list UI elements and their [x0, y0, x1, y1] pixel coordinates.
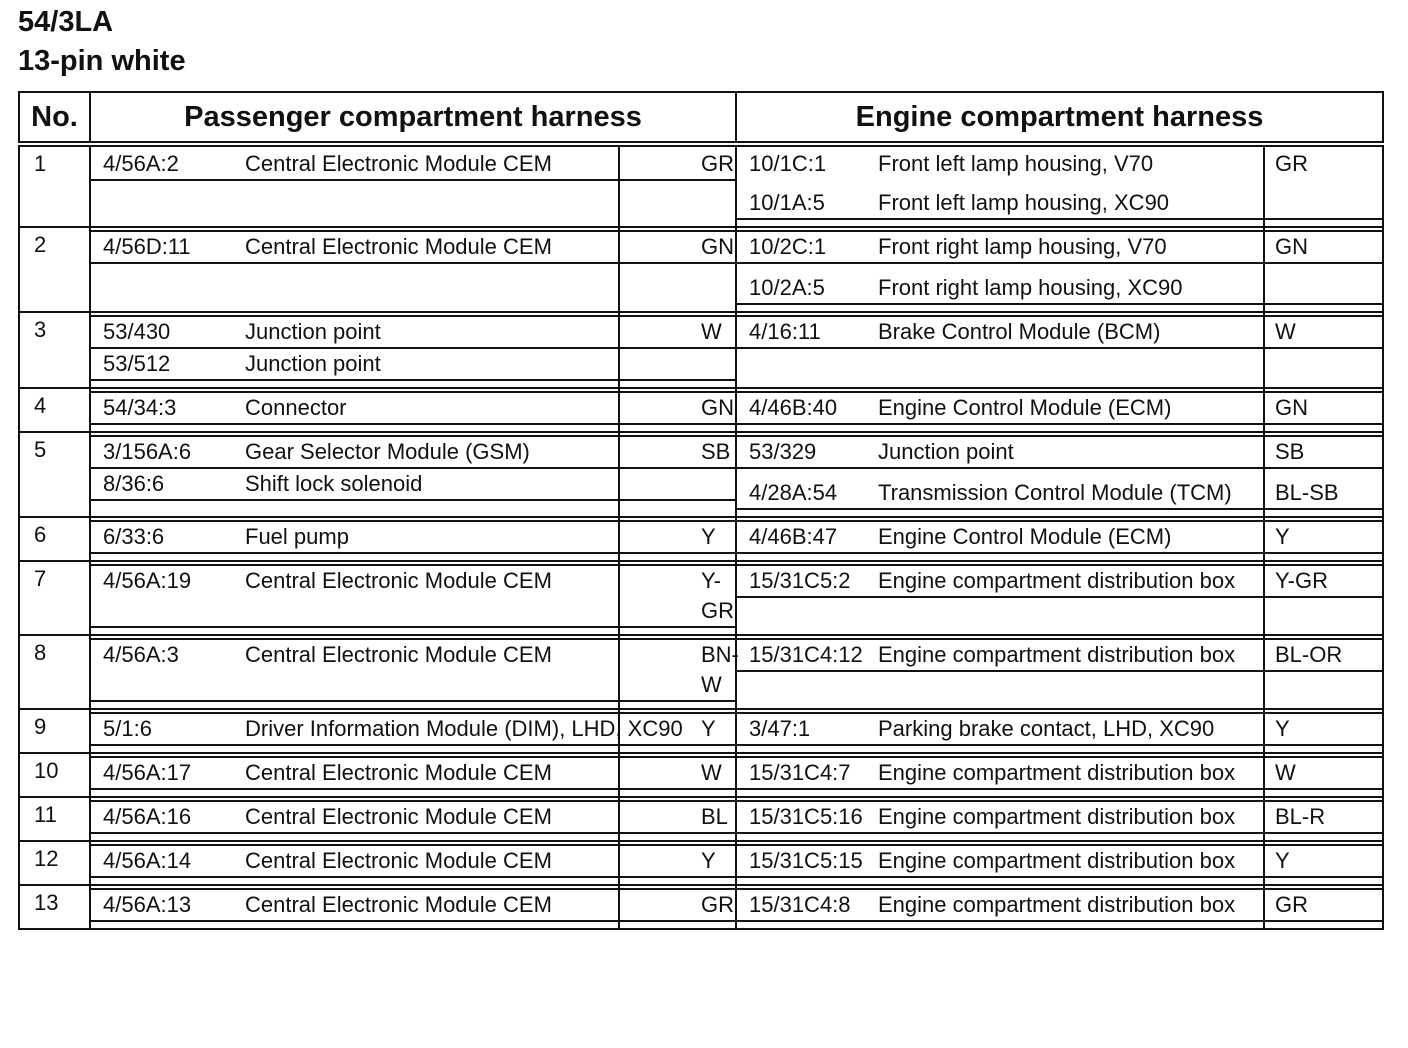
harness-entry — [91, 889, 737, 921]
wire-color: W — [689, 757, 737, 789]
connector-code: 5/1:6 — [91, 713, 245, 745]
component-description: Connector — [245, 392, 689, 424]
connector-code: 4/46B:40 — [737, 392, 878, 424]
wire-color: W — [1263, 757, 1384, 789]
pin-number-text: 3 — [34, 317, 47, 342]
harness-entry — [737, 468, 1384, 509]
color-column-divider — [1263, 636, 1265, 708]
component-description: Junction point — [878, 436, 1263, 468]
table-row — [19, 388, 1383, 432]
engine-harness-cell — [736, 432, 1383, 517]
color-column-divider — [1263, 228, 1265, 311]
wire-color: GN — [1263, 392, 1384, 424]
wire-color — [1263, 263, 1384, 304]
connector-code: 4/56A:16 — [91, 801, 245, 833]
wire-color: GR — [689, 889, 737, 921]
harness-entry — [91, 757, 737, 789]
connector-code: 10/1A:5 — [737, 179, 878, 219]
pin-number — [19, 635, 90, 709]
color-column-divider — [618, 754, 620, 796]
wire-color: Y — [1263, 521, 1384, 553]
connector-code: 15/31C5:2 — [737, 565, 878, 597]
color-column-divider — [618, 636, 620, 708]
color-column-divider — [1263, 313, 1265, 387]
component-description: Gear Selector Module (GSM) — [245, 436, 689, 468]
pin-number-text: 8 — [34, 640, 47, 665]
pin-number — [19, 432, 90, 517]
table-body — [19, 144, 1383, 929]
wire-color — [689, 468, 737, 500]
connector-code: 15/31C5:15 — [737, 845, 878, 877]
color-column-divider — [618, 798, 620, 840]
wire-color: Y — [1263, 845, 1384, 877]
wire-color: BL-OR — [1263, 639, 1384, 671]
harness-entry — [91, 231, 737, 263]
connector-code: 4/56A:2 — [91, 149, 245, 180]
harness-entry — [737, 179, 1384, 219]
component-description: Engine Control Module (ECM) — [878, 521, 1263, 553]
wire-color: Y — [1263, 713, 1384, 745]
connector-code: 3/47:1 — [737, 713, 878, 745]
pin-number — [19, 312, 90, 388]
pin-number-text: 10 — [34, 758, 59, 783]
color-column-divider — [1263, 433, 1265, 516]
table-row — [19, 885, 1383, 929]
connector-code: 15/31C4:12 — [737, 639, 878, 671]
color-column-divider — [618, 842, 620, 884]
component-description: Engine compartment distribution box — [878, 889, 1263, 921]
wire-color: BL-R — [1263, 801, 1384, 833]
color-column-divider — [1263, 798, 1265, 840]
color-column-divider — [1263, 562, 1265, 634]
connector-code: 53/512 — [91, 348, 245, 380]
harness-entry — [737, 263, 1384, 304]
pin-number-text: 13 — [34, 890, 59, 915]
connector-description: 13-pin white — [18, 45, 186, 77]
component-description: Central Electronic Module CEM — [245, 639, 689, 701]
harness-entry — [91, 468, 737, 500]
pin-number — [19, 388, 90, 432]
engine-harness-cell — [736, 753, 1383, 797]
pin-number — [19, 797, 90, 841]
harness-entry — [737, 889, 1384, 921]
passenger-harness-cell — [90, 517, 736, 561]
component-description: Engine Control Module (ECM) — [878, 392, 1263, 424]
component-description: Central Electronic Module CEM — [245, 565, 689, 627]
wire-color: SB — [689, 436, 737, 468]
harness-entry — [737, 713, 1384, 745]
passenger-harness-cell — [90, 312, 736, 388]
table-row — [19, 144, 1383, 227]
passenger-harness-cell — [90, 797, 736, 841]
component-description: Central Electronic Module CEM — [245, 845, 689, 877]
component-description: Engine compartment distribution box — [878, 757, 1263, 789]
component-description: Junction point — [245, 316, 689, 348]
component-description: Driver Information Module (DIM), LHD, XC90 — [245, 713, 689, 745]
connector-code: 4/56A:17 — [91, 757, 245, 789]
pin-table — [18, 91, 1384, 930]
connector-code: 8/36:6 — [91, 468, 245, 500]
engine-harness-cell — [736, 709, 1383, 753]
harness-entry — [91, 801, 737, 833]
passenger-harness-cell — [90, 432, 736, 517]
wire-color: SB — [1263, 436, 1384, 468]
engine-harness-cell — [736, 312, 1383, 388]
connector-code: 4/56A:13 — [91, 889, 245, 921]
passenger-harness-cell — [90, 144, 736, 227]
table-row — [19, 227, 1383, 312]
component-description: Engine compartment distribution box — [878, 845, 1263, 877]
harness-entry — [737, 521, 1384, 553]
component-description: Front right lamp housing, XC90 — [878, 263, 1263, 304]
color-column-divider — [618, 518, 620, 560]
col-header-engine: Engine compartment harness — [736, 92, 1383, 144]
engine-harness-cell — [736, 144, 1383, 227]
passenger-harness-cell — [90, 709, 736, 753]
table-row — [19, 517, 1383, 561]
color-column-divider — [618, 147, 620, 226]
color-column-divider — [1263, 518, 1265, 560]
passenger-harness-cell — [90, 227, 736, 312]
harness-entry — [91, 521, 737, 553]
pin-number-text: 5 — [34, 437, 47, 462]
component-description: Engine compartment distribution box — [878, 801, 1263, 833]
harness-entry — [91, 845, 737, 877]
wire-color: Y — [689, 713, 737, 745]
pin-number-text: 4 — [34, 393, 47, 418]
component-description: Central Electronic Module CEM — [245, 889, 689, 921]
component-description: Fuel pump — [245, 521, 689, 553]
component-description: Central Electronic Module CEM — [245, 149, 689, 180]
passenger-harness-cell — [90, 885, 736, 929]
color-column-divider — [618, 886, 620, 928]
pin-number — [19, 753, 90, 797]
passenger-harness-cell — [90, 635, 739, 709]
harness-entry — [737, 436, 1384, 468]
wire-color: BL-SB — [1263, 468, 1384, 509]
pin-number-text: 2 — [34, 232, 47, 257]
component-description: Central Electronic Module CEM — [245, 757, 689, 789]
engine-harness-cell — [736, 885, 1383, 929]
engine-harness-cell — [736, 388, 1383, 432]
color-column-divider — [1263, 754, 1265, 796]
wire-color: GN — [689, 231, 737, 263]
color-column-divider — [618, 228, 620, 311]
col-header-passenger: Passenger compartment harness — [90, 92, 736, 144]
harness-entry — [737, 392, 1384, 424]
component-description: Central Electronic Module CEM — [245, 231, 689, 263]
component-description: Shift lock solenoid — [245, 468, 689, 500]
wire-color: W — [1263, 316, 1384, 348]
pin-number-text: 1 — [34, 151, 47, 176]
harness-entry — [737, 639, 1384, 671]
component-description: Junction point — [245, 348, 689, 380]
component-description: Parking brake contact, LHD, XC90 — [878, 713, 1263, 745]
pin-number — [19, 561, 90, 635]
connector-code: 15/31C5:16 — [737, 801, 878, 833]
wire-color: GN — [689, 392, 737, 424]
connector-code: 10/1C:1 — [749, 151, 827, 176]
wire-color: Y-GR — [1263, 565, 1384, 597]
component-description: Front left lamp housing, XC90 — [878, 179, 1263, 219]
harness-entry — [737, 757, 1384, 789]
connector-code: 53/329 — [737, 436, 878, 468]
connector-code: 15/31C4:7 — [737, 757, 878, 789]
color-column-divider — [1263, 147, 1265, 226]
table-row — [19, 635, 1383, 709]
wire-color: GR — [689, 149, 737, 180]
connector-code: 4/28A:54 — [737, 468, 878, 509]
harness-entry — [91, 436, 737, 468]
wire-color: GR — [1275, 151, 1308, 176]
engine-harness-cell — [736, 797, 1383, 841]
pin-number — [19, 885, 90, 929]
passenger-harness-cell — [90, 388, 736, 432]
connector-code: 3/156A:6 — [91, 436, 245, 468]
wire-color: GN — [1263, 231, 1384, 263]
component-description: Engine compartment distribution box — [878, 565, 1263, 597]
table-row — [19, 709, 1383, 753]
harness-entry — [91, 639, 737, 701]
connector-code: 4/56A:19 — [91, 565, 245, 627]
color-column-divider — [1263, 389, 1265, 431]
wire-color: Y — [689, 845, 737, 877]
color-column-divider — [618, 562, 620, 634]
engine-harness-cell — [736, 517, 1383, 561]
col-header-no: No. — [19, 92, 90, 144]
pin-number-text: 7 — [34, 566, 47, 591]
pin-number — [19, 517, 90, 561]
pin-number — [19, 841, 90, 885]
color-column-divider — [1263, 886, 1265, 928]
harness-entry — [737, 231, 1384, 263]
table-row — [19, 841, 1383, 885]
pin-number-text: 9 — [34, 714, 47, 739]
connector-code: 10/2A:5 — [737, 263, 878, 304]
table-row — [19, 561, 1383, 635]
color-column-divider — [618, 389, 620, 431]
connector-code: 4/16:11 — [737, 316, 878, 348]
harness-entry — [737, 845, 1384, 877]
connector-code: 4/56A:14 — [91, 845, 245, 877]
pin-number-text: 6 — [34, 522, 47, 547]
connector-code: 4/56D:11 — [91, 231, 245, 263]
wire-color — [1263, 179, 1384, 219]
table-row — [19, 797, 1383, 841]
harness-entry — [91, 392, 737, 424]
pin-number — [19, 227, 90, 312]
harness-entry — [737, 565, 1384, 597]
connector-id: 54/3LA — [18, 6, 114, 38]
component-description: Brake Control Module (BCM) — [878, 316, 1263, 348]
connector-code: 54/34:3 — [91, 392, 245, 424]
color-column-divider — [618, 710, 620, 752]
component-description: Transmission Control Module (TCM) — [878, 468, 1263, 509]
passenger-harness-cell — [90, 841, 736, 885]
connector-code: 53/430 — [91, 316, 245, 348]
engine-harness-cell — [736, 561, 1383, 635]
engine-harness-cell — [736, 841, 1383, 885]
wire-color — [689, 348, 737, 380]
color-column-divider — [1263, 842, 1265, 884]
connector-code: 4/56A:3 — [91, 639, 245, 701]
component-description: Engine compartment distribution box — [878, 639, 1263, 671]
connector-code: 6/33:6 — [91, 521, 245, 553]
harness-entry — [91, 316, 737, 348]
component-description: Front left lamp housing, V70 — [878, 151, 1154, 176]
wire-color: W — [689, 316, 737, 348]
harness-entry — [91, 149, 737, 180]
harness-entry — [91, 348, 737, 380]
table-row — [19, 432, 1383, 517]
component-description: Front right lamp housing, V70 — [878, 231, 1263, 263]
harness-entry — [737, 801, 1384, 833]
passenger-harness-cell — [90, 753, 736, 797]
color-column-divider — [618, 313, 620, 387]
table-row — [19, 312, 1383, 388]
color-column-divider — [1263, 710, 1265, 752]
wire-color: Y — [689, 521, 737, 553]
pin-number-text: 11 — [34, 802, 57, 827]
component-description: Central Electronic Module CEM — [245, 801, 689, 833]
table-row — [19, 753, 1383, 797]
connector-code: 10/2C:1 — [737, 231, 878, 263]
header-row — [19, 92, 1383, 144]
harness-entry — [737, 149, 1384, 179]
wire-color: Y-GR — [689, 565, 737, 627]
harness-entry — [91, 713, 737, 745]
wire-color: GR — [1263, 889, 1384, 921]
color-column-divider — [618, 433, 620, 516]
wire-color: BL — [689, 801, 737, 833]
pin-number — [19, 709, 90, 753]
wire-color: BN-W — [689, 639, 737, 701]
engine-harness-cell — [736, 227, 1383, 312]
engine-harness-cell — [736, 635, 1383, 709]
passenger-harness-cell — [90, 561, 736, 635]
connector-code: 4/46B:47 — [737, 521, 878, 553]
pin-number-text: 12 — [34, 846, 59, 871]
pin-number — [19, 144, 90, 227]
harness-entry — [91, 565, 737, 627]
harness-entry — [737, 316, 1384, 348]
connector-code: 15/31C4:8 — [737, 889, 878, 921]
